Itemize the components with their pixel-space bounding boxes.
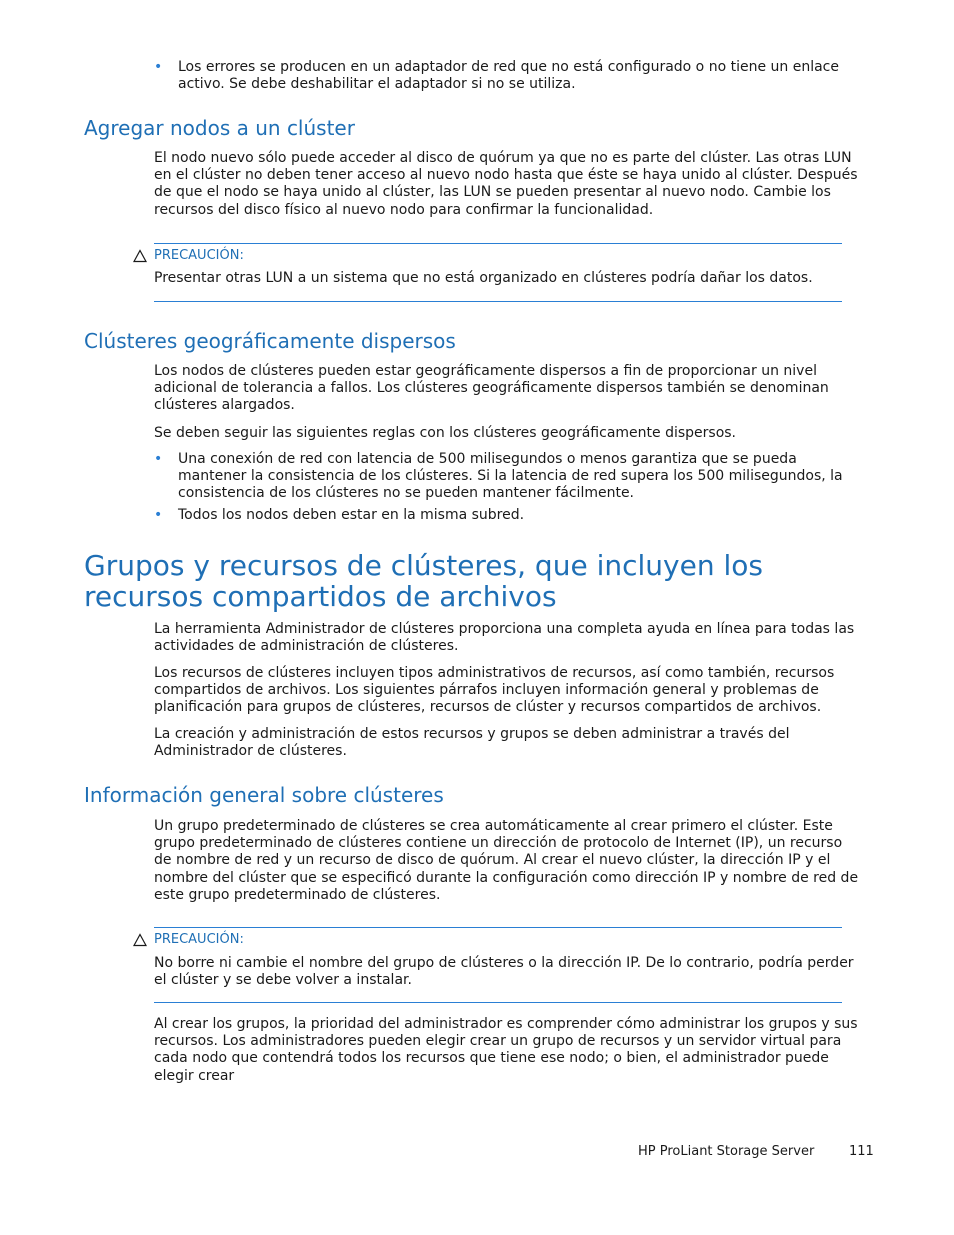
section-heading-info: Información general sobre clústeres	[84, 783, 444, 807]
chapter-heading-groups: Grupos y recursos de clústeres, que incluyen los recursos compartidos de archivos	[84, 549, 763, 613]
intro-bullet-text: Los errores se producen en un adaptador de red que no está configurado o no tiene un enlace activo. Se debe deshabilitar el adaptador si no se utiliza.	[178, 59, 839, 93]
groups-paragraph-3: La creación y administración de estos recursos y grupos se deben administrar a través del Administrador de clústeres.	[154, 726, 790, 760]
geo-paragraph-1: Los nodos de clústeres pueden estar geográficamente dispersos a fin de proporcionar un nivel adicional de tolerancia a fallos. Los clústeres geográficamente dispersos también se denominan clústeres alargados.	[154, 363, 829, 414]
caution-bottom-rule	[154, 1002, 842, 1003]
groups-paragraph-2: Los recursos de clústeres incluyen tipos administrativos de recursos, así como también, recursos compartidos de archivos. Los siguientes párrafos incluyen información general y problemas de planificación para grupos de clústeres, recursos de clúster y recursos compartidos de archivos.	[154, 665, 835, 716]
bullet-marker: •	[154, 59, 163, 75]
bullet-marker: •	[154, 507, 163, 523]
caution-top-rule	[154, 243, 842, 244]
bullet-marker: •	[154, 451, 163, 467]
caution-label: PRECAUCIÓN:	[154, 932, 244, 947]
page-number: 111	[849, 1144, 874, 1159]
groups-paragraph-1: La herramienta Administrador de clústeres proporciona una completa ayuda en línea para todas las actividades de administración de clústeres.	[154, 621, 855, 655]
caution-label: PRECAUCIÓN:	[154, 248, 244, 263]
caution-text: Presentar otras LUN a un sistema que no está organizado en clústeres podría dañar los datos.	[154, 270, 813, 286]
caution-top-rule	[154, 927, 842, 928]
section-heading-geo: Clústeres geográficamente dispersos	[84, 329, 456, 353]
caution-triangle-icon	[133, 249, 147, 263]
section-heading-add-nodes: Agregar nodos a un clúster	[84, 116, 355, 140]
caution-bottom-rule	[154, 301, 842, 302]
geo-paragraph-2: Se deben seguir las siguientes reglas con los clústeres geográficamente dispersos.	[154, 425, 737, 441]
caution-triangle-icon	[133, 933, 147, 947]
add-nodes-paragraph: El nodo nuevo sólo puede acceder al disco de quórum ya que no es parte del clúster. Las otras LUN en el clúster no deben tener acceso al nuevo nodo hasta que éste se haya unido al clúster. Después de que el nodo se haya unido al clúster, las LUN se pueden presentar al nuevo nodo. Cambie los recursos del disco físico al nuevo nodo para confirmar la funcionalidad.	[154, 150, 858, 218]
geo-bullet-2: Todos los nodos deben estar en la misma subred.	[178, 507, 525, 523]
info-paragraph-1: Un grupo predeterminado de clústeres se crea automáticamente al crear primero el clúster. Este grupo predeterminado de clústeres contiene un dirección de protocolo de Internet (IP), un recurso de nombre de red y un recurso de disco de quórum. Al crear el nuevo clúster, la dirección IP y el nombre del clúster que se especificó durante la configuración como dirección IP y nombre de red de este grupo predeterminado de clústeres.	[154, 818, 859, 903]
geo-bullet-1: Una conexión de red con latencia de 500 milisegundos o menos garantiza que se pueda mantener la consistencia de los clústeres. Si la latencia de red supera los 500 milisegundos, la consistencia de los clústeres no se pueden mantener fácilmente.	[178, 451, 843, 502]
info-paragraph-2: Al crear los grupos, la prioridad del administrador es comprender cómo administrar los grupos y sus recursos. Los administradores pueden elegir crear un grupo de recursos y un servidor virtual para cada nodo que contendrá todos los recursos que tiene ese nodo; o bien, el administrador puede elegir crear	[154, 1016, 858, 1084]
footer-product-name: HP ProLiant Storage Server	[638, 1144, 815, 1159]
caution-text: No borre ni cambie el nombre del grupo de clústeres o la dirección IP. De lo contrario, podría perder el clúster y se debe volver a instalar.	[154, 955, 854, 989]
